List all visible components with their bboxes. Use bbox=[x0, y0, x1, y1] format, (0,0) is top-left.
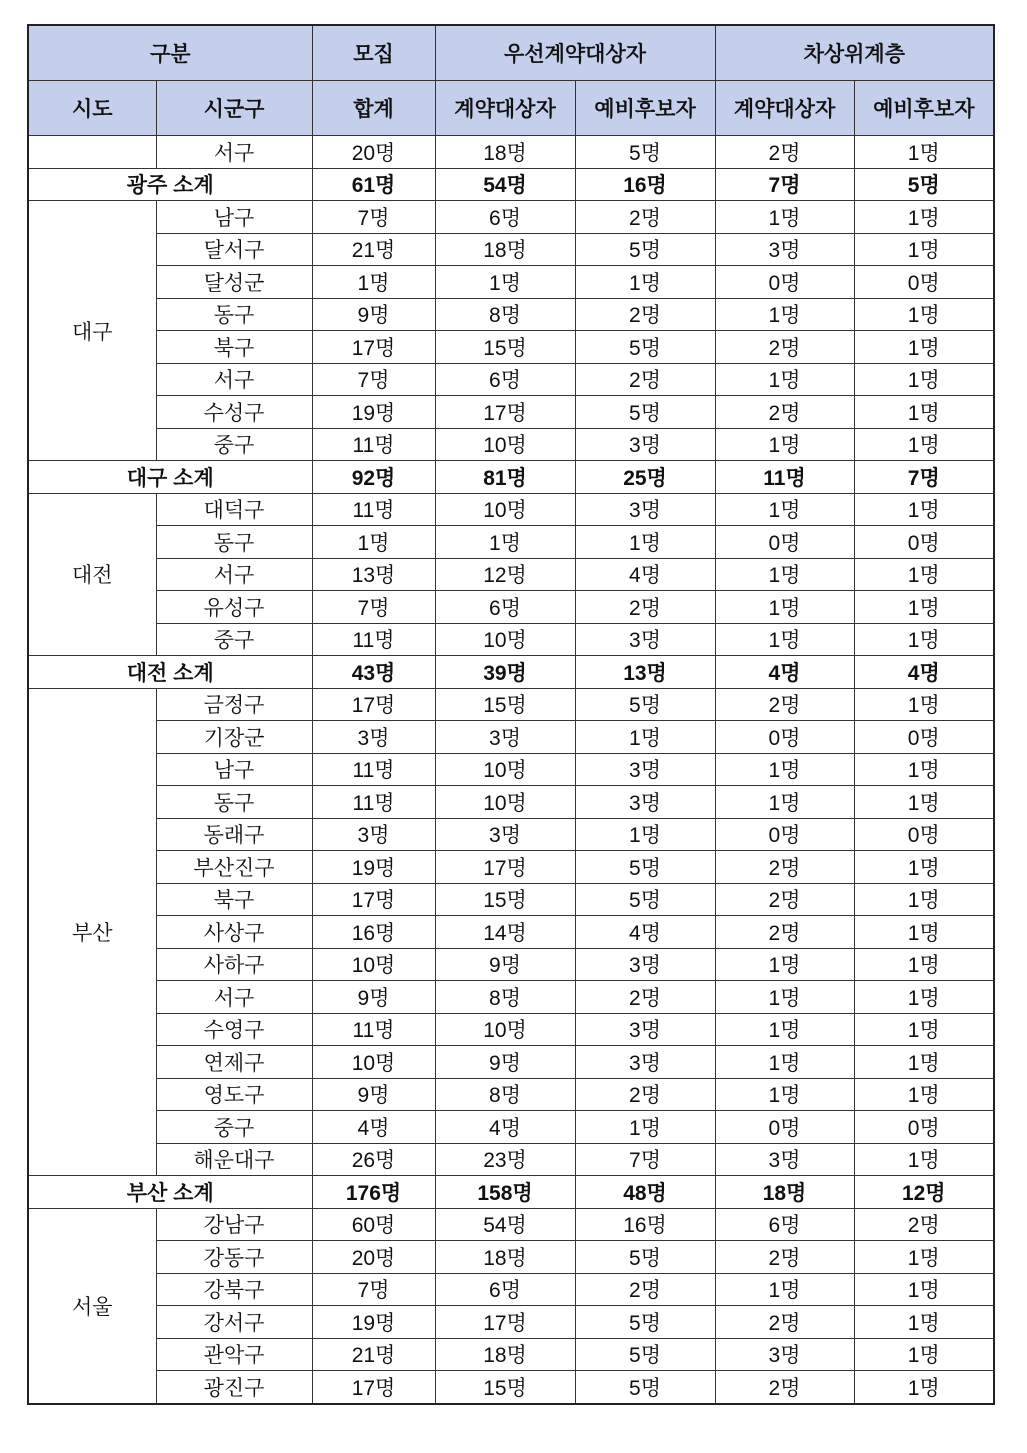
value-cell: 10명 bbox=[435, 1013, 575, 1046]
value-cell: 19명 bbox=[312, 851, 435, 884]
sigungu-cell: 남구 bbox=[156, 753, 312, 786]
subtotal-value: 61명 bbox=[312, 168, 435, 201]
value-cell: 3명 bbox=[715, 1143, 854, 1176]
value-cell: 11명 bbox=[312, 623, 435, 656]
value-cell: 60명 bbox=[312, 1208, 435, 1241]
header-row-1 bbox=[28, 25, 994, 81]
value-cell: 3명 bbox=[312, 818, 435, 851]
value-cell: 10명 bbox=[435, 428, 575, 461]
subtotal-value: 4명 bbox=[715, 656, 854, 689]
sigungu-cell: 동구 bbox=[156, 526, 312, 559]
sigungu-cell: 사하구 bbox=[156, 948, 312, 981]
subtotal-value: 7명 bbox=[715, 168, 854, 201]
subtotal-row bbox=[28, 168, 994, 201]
subtotal-value: 176명 bbox=[312, 1176, 435, 1209]
value-cell: 1명 bbox=[854, 136, 994, 169]
value-cell: 1명 bbox=[715, 753, 854, 786]
table-row bbox=[28, 1046, 994, 1079]
value-cell: 5명 bbox=[575, 396, 715, 429]
sigungu-cell: 기장군 bbox=[156, 721, 312, 754]
value-cell: 1명 bbox=[715, 298, 854, 331]
sigungu-cell: 부산진구 bbox=[156, 851, 312, 884]
table-row bbox=[28, 1013, 994, 1046]
value-cell: 13명 bbox=[312, 558, 435, 591]
subtotal-value: 25명 bbox=[575, 461, 715, 494]
value-cell: 5명 bbox=[575, 1338, 715, 1371]
sigungu-cell: 연제구 bbox=[156, 1046, 312, 1079]
table-body bbox=[28, 136, 994, 1404]
value-cell: 1명 bbox=[715, 948, 854, 981]
subtotal-value: 12명 bbox=[854, 1176, 994, 1209]
table-row bbox=[28, 688, 994, 721]
value-cell: 1명 bbox=[715, 201, 854, 234]
subtotal-value: 5명 bbox=[854, 168, 994, 201]
value-cell: 1명 bbox=[854, 591, 994, 624]
value-cell: 1명 bbox=[854, 1078, 994, 1111]
value-cell: 54명 bbox=[435, 1208, 575, 1241]
sigungu-cell: 북구 bbox=[156, 883, 312, 916]
sigungu-cell: 동구 bbox=[156, 786, 312, 819]
table-row bbox=[28, 591, 994, 624]
value-cell: 5명 bbox=[575, 233, 715, 266]
value-cell: 1명 bbox=[854, 233, 994, 266]
value-cell: 5명 bbox=[575, 851, 715, 884]
table-row bbox=[28, 851, 994, 884]
value-cell: 1명 bbox=[715, 428, 854, 461]
value-cell: 2명 bbox=[854, 1208, 994, 1241]
value-cell: 11명 bbox=[312, 786, 435, 819]
subtotal-value: 16명 bbox=[575, 168, 715, 201]
subtotal-label: 광주 소계 bbox=[28, 168, 312, 201]
table-row bbox=[28, 721, 994, 754]
value-cell: 5명 bbox=[575, 688, 715, 721]
value-cell: 1명 bbox=[854, 363, 994, 396]
value-cell: 17명 bbox=[312, 688, 435, 721]
value-cell: 1명 bbox=[854, 1241, 994, 1274]
value-cell: 11명 bbox=[312, 428, 435, 461]
value-cell: 1명 bbox=[575, 1111, 715, 1144]
sigungu-cell: 북구 bbox=[156, 331, 312, 364]
value-cell: 3명 bbox=[575, 1013, 715, 1046]
table-row bbox=[28, 1273, 994, 1306]
subtotal-row bbox=[28, 1176, 994, 1209]
sido-cell: 부산 bbox=[28, 688, 156, 1176]
table-row bbox=[28, 1143, 994, 1176]
value-cell: 10명 bbox=[312, 1046, 435, 1079]
sigungu-cell: 사상구 bbox=[156, 916, 312, 949]
value-cell: 17명 bbox=[312, 883, 435, 916]
subtotal-value: 48명 bbox=[575, 1176, 715, 1209]
value-cell: 2명 bbox=[575, 1078, 715, 1111]
sigungu-cell: 영도구 bbox=[156, 1078, 312, 1111]
sigungu-cell: 광진구 bbox=[156, 1371, 312, 1404]
value-cell: 9명 bbox=[312, 1078, 435, 1111]
sigungu-cell: 강동구 bbox=[156, 1241, 312, 1274]
value-cell: 1명 bbox=[312, 266, 435, 299]
table-row bbox=[28, 396, 994, 429]
value-cell: 2명 bbox=[715, 916, 854, 949]
header-category: 구분 bbox=[28, 25, 312, 81]
value-cell: 9명 bbox=[312, 981, 435, 1014]
table-row bbox=[28, 883, 994, 916]
table-row bbox=[28, 1371, 994, 1404]
value-cell: 4명 bbox=[575, 558, 715, 591]
value-cell: 17명 bbox=[435, 851, 575, 884]
value-cell: 0명 bbox=[715, 818, 854, 851]
sigungu-cell: 달서구 bbox=[156, 233, 312, 266]
value-cell: 3명 bbox=[575, 786, 715, 819]
subtotal-value: 158명 bbox=[435, 1176, 575, 1209]
value-cell: 14명 bbox=[435, 916, 575, 949]
header-priority-reserve: 예비후보자 bbox=[575, 81, 715, 136]
value-cell: 1명 bbox=[435, 266, 575, 299]
sido-cell: 대전 bbox=[28, 493, 156, 656]
value-cell: 3명 bbox=[575, 493, 715, 526]
value-cell: 1명 bbox=[854, 1273, 994, 1306]
header-priority-contract: 계약대상자 bbox=[435, 81, 575, 136]
value-cell: 1명 bbox=[854, 201, 994, 234]
table-row bbox=[28, 1111, 994, 1144]
subtotal-value: 43명 bbox=[312, 656, 435, 689]
sigungu-cell: 대덕구 bbox=[156, 493, 312, 526]
table-row bbox=[28, 786, 994, 819]
value-cell: 1명 bbox=[854, 331, 994, 364]
value-cell: 5명 bbox=[575, 331, 715, 364]
sigungu-cell: 수성구 bbox=[156, 396, 312, 429]
value-cell: 1명 bbox=[854, 1306, 994, 1339]
value-cell: 7명 bbox=[312, 591, 435, 624]
value-cell: 10명 bbox=[435, 493, 575, 526]
subtotal-value: 92명 bbox=[312, 461, 435, 494]
value-cell: 16명 bbox=[312, 916, 435, 949]
header-near-poverty: 차상위계층 bbox=[715, 25, 994, 81]
value-cell: 15명 bbox=[435, 883, 575, 916]
value-cell: 19명 bbox=[312, 396, 435, 429]
sigungu-cell: 동구 bbox=[156, 298, 312, 331]
value-cell: 1명 bbox=[575, 818, 715, 851]
sigungu-cell: 강서구 bbox=[156, 1306, 312, 1339]
value-cell: 1명 bbox=[854, 786, 994, 819]
sigungu-cell: 중구 bbox=[156, 428, 312, 461]
sigungu-cell: 달성군 bbox=[156, 266, 312, 299]
table-row bbox=[28, 1241, 994, 1274]
value-cell: 18명 bbox=[435, 136, 575, 169]
recruitment-table bbox=[27, 24, 995, 1405]
header-total: 합계 bbox=[312, 81, 435, 136]
value-cell: 8명 bbox=[435, 981, 575, 1014]
value-cell: 20명 bbox=[312, 1241, 435, 1274]
value-cell: 2명 bbox=[575, 363, 715, 396]
value-cell: 2명 bbox=[715, 883, 854, 916]
value-cell: 0명 bbox=[715, 266, 854, 299]
value-cell: 1명 bbox=[715, 981, 854, 1014]
value-cell: 6명 bbox=[435, 1273, 575, 1306]
value-cell: 1명 bbox=[575, 526, 715, 559]
subtotal-value: 54명 bbox=[435, 168, 575, 201]
value-cell: 7명 bbox=[575, 1143, 715, 1176]
value-cell: 2명 bbox=[715, 1306, 854, 1339]
value-cell: 17명 bbox=[312, 1371, 435, 1404]
value-cell: 19명 bbox=[312, 1306, 435, 1339]
value-cell: 15명 bbox=[435, 1371, 575, 1404]
value-cell: 17명 bbox=[435, 396, 575, 429]
value-cell: 1명 bbox=[435, 526, 575, 559]
subtotal-value: 39명 bbox=[435, 656, 575, 689]
table-row bbox=[28, 428, 994, 461]
value-cell: 11명 bbox=[312, 1013, 435, 1046]
value-cell: 18명 bbox=[435, 1241, 575, 1274]
value-cell: 1명 bbox=[715, 1078, 854, 1111]
sigungu-cell: 중구 bbox=[156, 1111, 312, 1144]
table-row bbox=[28, 981, 994, 1014]
value-cell: 10명 bbox=[435, 753, 575, 786]
value-cell: 7명 bbox=[312, 1273, 435, 1306]
value-cell: 18명 bbox=[435, 233, 575, 266]
value-cell: 15명 bbox=[435, 331, 575, 364]
header-priority: 우선계약대상자 bbox=[435, 25, 715, 81]
value-cell: 1명 bbox=[854, 428, 994, 461]
value-cell: 2명 bbox=[575, 981, 715, 1014]
table-row bbox=[28, 1306, 994, 1339]
value-cell: 5명 bbox=[575, 1306, 715, 1339]
sido-cell: 서울 bbox=[28, 1208, 156, 1404]
value-cell: 3명 bbox=[575, 428, 715, 461]
table-row bbox=[28, 136, 994, 169]
value-cell: 1명 bbox=[854, 1371, 994, 1404]
value-cell: 11명 bbox=[312, 753, 435, 786]
value-cell: 8명 bbox=[435, 298, 575, 331]
table-row bbox=[28, 558, 994, 591]
value-cell: 0명 bbox=[715, 721, 854, 754]
value-cell: 5명 bbox=[575, 883, 715, 916]
table-row bbox=[28, 753, 994, 786]
sigungu-cell: 수영구 bbox=[156, 1013, 312, 1046]
value-cell: 1명 bbox=[854, 493, 994, 526]
header-recruit: 모집 bbox=[312, 25, 435, 81]
value-cell: 1명 bbox=[715, 1013, 854, 1046]
value-cell: 1명 bbox=[854, 981, 994, 1014]
value-cell: 0명 bbox=[854, 818, 994, 851]
value-cell: 17명 bbox=[435, 1306, 575, 1339]
value-cell: 1명 bbox=[715, 1273, 854, 1306]
value-cell: 4명 bbox=[312, 1111, 435, 1144]
value-cell: 1명 bbox=[854, 623, 994, 656]
sigungu-cell: 서구 bbox=[156, 363, 312, 396]
value-cell: 6명 bbox=[435, 363, 575, 396]
value-cell: 2명 bbox=[575, 591, 715, 624]
table-row bbox=[28, 331, 994, 364]
value-cell: 1명 bbox=[575, 721, 715, 754]
value-cell: 6명 bbox=[435, 591, 575, 624]
table-row bbox=[28, 1208, 994, 1241]
sigungu-cell: 서구 bbox=[156, 136, 312, 169]
sigungu-cell: 서구 bbox=[156, 558, 312, 591]
sigungu-cell: 강남구 bbox=[156, 1208, 312, 1241]
value-cell: 9명 bbox=[435, 948, 575, 981]
value-cell: 1명 bbox=[715, 623, 854, 656]
subtotal-value: 7명 bbox=[854, 461, 994, 494]
value-cell: 11명 bbox=[312, 493, 435, 526]
sigungu-cell: 서구 bbox=[156, 981, 312, 1014]
value-cell: 3명 bbox=[575, 1046, 715, 1079]
value-cell: 10명 bbox=[312, 948, 435, 981]
table-row bbox=[28, 948, 994, 981]
value-cell: 2명 bbox=[715, 136, 854, 169]
value-cell: 5명 bbox=[575, 1241, 715, 1274]
table-row bbox=[28, 493, 994, 526]
value-cell: 2명 bbox=[715, 396, 854, 429]
value-cell: 1명 bbox=[854, 948, 994, 981]
value-cell: 20명 bbox=[312, 136, 435, 169]
value-cell: 3명 bbox=[575, 948, 715, 981]
value-cell: 15명 bbox=[435, 688, 575, 721]
value-cell: 1명 bbox=[575, 266, 715, 299]
table-row bbox=[28, 916, 994, 949]
header-near-contract: 계약대상자 bbox=[715, 81, 854, 136]
value-cell: 1명 bbox=[854, 916, 994, 949]
value-cell: 2명 bbox=[715, 851, 854, 884]
value-cell: 2명 bbox=[575, 1273, 715, 1306]
value-cell: 21명 bbox=[312, 233, 435, 266]
value-cell: 1명 bbox=[715, 493, 854, 526]
subtotal-label: 부산 소계 bbox=[28, 1176, 312, 1209]
table-row bbox=[28, 233, 994, 266]
sigungu-cell: 유성구 bbox=[156, 591, 312, 624]
subtotal-label: 대전 소계 bbox=[28, 656, 312, 689]
value-cell: 1명 bbox=[854, 298, 994, 331]
value-cell: 2명 bbox=[715, 331, 854, 364]
value-cell: 3명 bbox=[435, 721, 575, 754]
subtotal-row bbox=[28, 656, 994, 689]
table-row bbox=[28, 526, 994, 559]
value-cell: 6명 bbox=[715, 1208, 854, 1241]
sigungu-cell: 금정구 bbox=[156, 688, 312, 721]
header-near-reserve: 예비후보자 bbox=[854, 81, 994, 136]
value-cell: 5명 bbox=[575, 136, 715, 169]
subtotal-value: 81명 bbox=[435, 461, 575, 494]
value-cell: 0명 bbox=[854, 721, 994, 754]
sigungu-cell: 동래구 bbox=[156, 818, 312, 851]
value-cell: 1명 bbox=[854, 558, 994, 591]
value-cell: 7명 bbox=[312, 363, 435, 396]
value-cell: 17명 bbox=[312, 331, 435, 364]
sido-cell: 대구 bbox=[28, 201, 156, 461]
value-cell: 12명 bbox=[435, 558, 575, 591]
value-cell: 2명 bbox=[715, 1371, 854, 1404]
value-cell: 16명 bbox=[575, 1208, 715, 1241]
value-cell: 1명 bbox=[715, 1046, 854, 1079]
value-cell: 18명 bbox=[435, 1338, 575, 1371]
value-cell: 8명 bbox=[435, 1078, 575, 1111]
subtotal-value: 13명 bbox=[575, 656, 715, 689]
sigungu-cell: 해운대구 bbox=[156, 1143, 312, 1176]
value-cell: 4명 bbox=[435, 1111, 575, 1144]
value-cell: 7명 bbox=[312, 201, 435, 234]
subtotal-value: 4명 bbox=[854, 656, 994, 689]
value-cell: 2명 bbox=[575, 201, 715, 234]
value-cell: 10명 bbox=[435, 786, 575, 819]
value-cell: 9명 bbox=[312, 298, 435, 331]
table-row bbox=[28, 298, 994, 331]
table-row bbox=[28, 623, 994, 656]
sigungu-cell: 관악구 bbox=[156, 1338, 312, 1371]
value-cell: 3명 bbox=[715, 233, 854, 266]
value-cell: 1명 bbox=[854, 396, 994, 429]
table-row bbox=[28, 201, 994, 234]
value-cell: 1명 bbox=[715, 591, 854, 624]
header-row-2 bbox=[28, 81, 994, 136]
value-cell: 10명 bbox=[435, 623, 575, 656]
header-sigungu: 시군구 bbox=[156, 81, 312, 136]
value-cell: 0명 bbox=[715, 526, 854, 559]
sigungu-cell: 중구 bbox=[156, 623, 312, 656]
value-cell: 2명 bbox=[715, 688, 854, 721]
value-cell: 9명 bbox=[435, 1046, 575, 1079]
value-cell: 1명 bbox=[715, 786, 854, 819]
value-cell: 0명 bbox=[854, 266, 994, 299]
table-row bbox=[28, 1338, 994, 1371]
value-cell: 1명 bbox=[312, 526, 435, 559]
value-cell: 23명 bbox=[435, 1143, 575, 1176]
header-sido: 시도 bbox=[28, 81, 156, 136]
value-cell: 0명 bbox=[854, 526, 994, 559]
sigungu-cell: 강북구 bbox=[156, 1273, 312, 1306]
table-row bbox=[28, 818, 994, 851]
value-cell: 3명 bbox=[575, 623, 715, 656]
value-cell: 5명 bbox=[575, 1371, 715, 1404]
value-cell: 3명 bbox=[435, 818, 575, 851]
value-cell: 1명 bbox=[854, 688, 994, 721]
value-cell: 1명 bbox=[854, 1046, 994, 1079]
value-cell: 1명 bbox=[854, 753, 994, 786]
subtotal-value: 11명 bbox=[715, 461, 854, 494]
value-cell: 3명 bbox=[715, 1338, 854, 1371]
table-row bbox=[28, 1078, 994, 1111]
value-cell: 0명 bbox=[715, 1111, 854, 1144]
value-cell: 1명 bbox=[715, 558, 854, 591]
sigungu-cell: 남구 bbox=[156, 201, 312, 234]
value-cell: 1명 bbox=[854, 851, 994, 884]
value-cell: 21명 bbox=[312, 1338, 435, 1371]
value-cell: 3명 bbox=[575, 753, 715, 786]
value-cell: 2명 bbox=[575, 298, 715, 331]
value-cell: 4명 bbox=[575, 916, 715, 949]
value-cell: 1명 bbox=[854, 1338, 994, 1371]
table-row bbox=[28, 266, 994, 299]
value-cell: 1명 bbox=[715, 363, 854, 396]
value-cell: 0명 bbox=[854, 1111, 994, 1144]
table-row bbox=[28, 363, 994, 396]
value-cell: 1명 bbox=[854, 883, 994, 916]
subtotal-label: 대구 소계 bbox=[28, 461, 312, 494]
value-cell: 6명 bbox=[435, 201, 575, 234]
value-cell: 2명 bbox=[715, 1241, 854, 1274]
value-cell: 1명 bbox=[854, 1143, 994, 1176]
subtotal-value: 18명 bbox=[715, 1176, 854, 1209]
value-cell: 3명 bbox=[312, 721, 435, 754]
value-cell: 26명 bbox=[312, 1143, 435, 1176]
value-cell: 1명 bbox=[854, 1013, 994, 1046]
subtotal-row bbox=[28, 461, 994, 494]
sido-cell bbox=[28, 136, 156, 169]
